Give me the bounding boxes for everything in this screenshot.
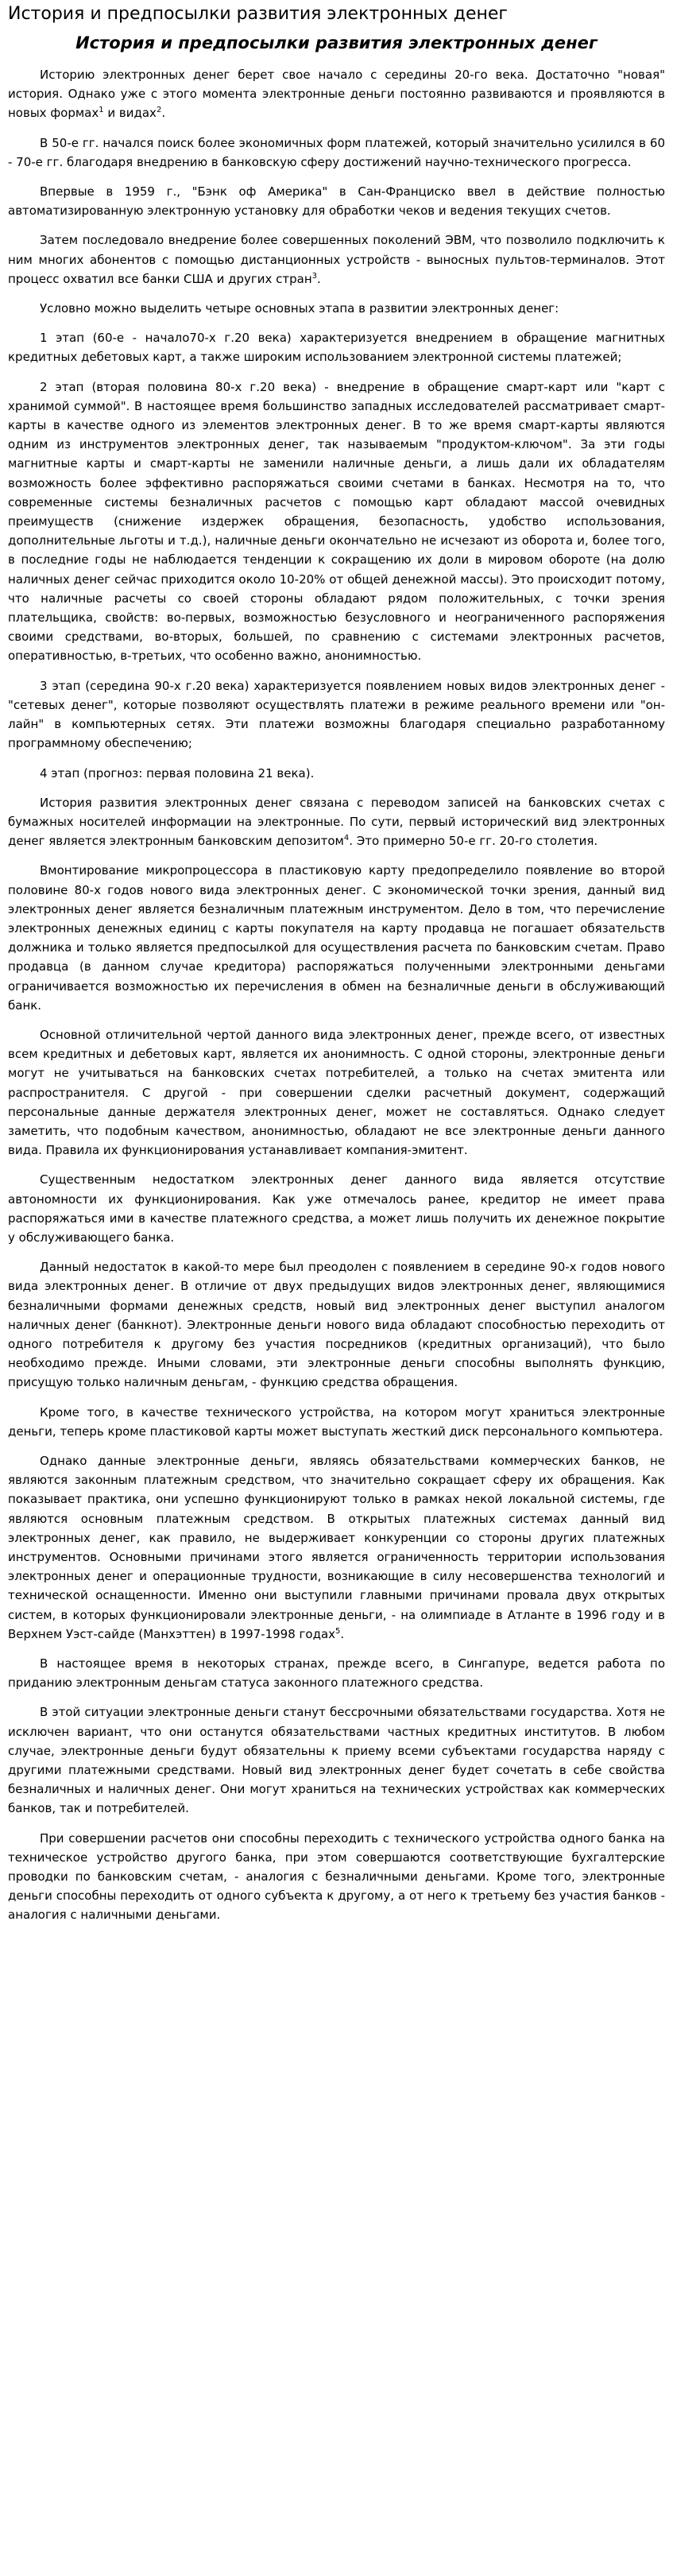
paragraph-text: 1 этап (60-е - начало70-х г.20 века) характеризуется внедрением в обращение магнитных кредитных дебетовых карт, а также широким использованием электронной системы платежей; xyxy=(8,331,665,365)
paragraph-text: В этой ситуации электронные деньги станут бессрочными обязательствами государства. Хотя не исключен вариант, что они останутся обязательствами частных кредитных институтов. В любом случае, электронные деньги будут обязательны к приему всеми субъектами государства наряду с другими платежными средствами. Новый вид электронных денег будет сочетать в себе свойства безналичных и наличных денег. Они могут храниться на технических устройствах как коммерческих банков, так и потребителей. xyxy=(8,1705,665,1816)
article-body xyxy=(8,65,665,1925)
paragraph xyxy=(8,230,665,289)
paragraph-text: Условно можно выделить четыре основных этапа в развитии электронных денег: xyxy=(40,301,559,316)
paragraph-text: Однако данные электронные деньги, являясь обязательствами коммерческих банков, не являются законным платежным средством, что значительно сокращает сферу их обращения. Как показывает практика, они успешно функционируют только в рамках некой локальной системы, где являются основным платежным средством. В открытых платежных системах данный вид электронных денег, как правило, не выдерживает конкуренции со стороны других платежных инструментов. Основными причинами этого является ограниченность территории использования электронных денег и операционные трудности, возникающие в силу несовершенства технологий и технической оснащенности. Именно они выступили главными причинами провала двух открытых систем, в которых функционировали электронные деньги, - на олимпиаде в Атланте в 1996 году и в Верхнем Уэст-сайде (Манхэттен) в 1997-1998 годах xyxy=(8,1454,665,1641)
paragraph xyxy=(8,1702,665,1818)
paragraph xyxy=(8,676,665,753)
paragraph xyxy=(8,134,665,172)
paragraph xyxy=(8,1451,665,1644)
paragraph-text: Кроме того, в качестве технического устройства, на котором могут храниться электронные деньги, теперь кроме пластиковой карты может выступать жесткий диск персонального компьютера. xyxy=(8,1404,665,1439)
paragraph xyxy=(8,861,665,1015)
paragraph-text: Затем последовало внедрение более совершенных поколений ЭВМ, что позволило подключить к ним многих абонентов с помощью дистанционных устройств - выносных пультов-терминалов. Этот процесс охватил все банки США и других стран xyxy=(8,233,665,286)
footnote-ref[interactable]: 5 xyxy=(335,1626,341,1636)
paragraph xyxy=(8,1257,665,1392)
paragraph xyxy=(8,1829,665,1925)
paragraph xyxy=(8,793,665,851)
paragraph-text: История развития электронных денег связана с переводом записей на банковских счетах с бумажных носителей информации на электронные. По сути, первый исторический вид электронных денег является электронным банковским депозитом xyxy=(8,795,665,849)
paragraph-text-tail: . xyxy=(340,1626,345,1641)
paragraph xyxy=(8,299,665,318)
paragraph xyxy=(8,328,665,366)
footnote-ref[interactable]: 1 xyxy=(99,106,104,115)
paragraph xyxy=(8,182,665,220)
paragraph-text-tail: . xyxy=(317,271,321,286)
paragraph-text: В настоящее время в некоторых странах, прежде всего, в Сингапуре, ведется работа по приданию электронным деньгам статуса законного платежного средства. xyxy=(8,1656,665,1691)
paragraph-text-tail: . xyxy=(161,106,166,121)
paragraph xyxy=(8,1403,665,1441)
paragraph-text-tail: . Это примерно 50-е гг. 20-го столетия. xyxy=(349,834,598,849)
paragraph xyxy=(8,764,665,783)
paragraph-text: 4 этап (прогноз: первая половина 21 века). xyxy=(40,765,315,781)
paragraph xyxy=(8,1170,665,1247)
paragraph xyxy=(8,1025,665,1160)
paragraph xyxy=(8,1654,665,1692)
paragraph-text: Основной отличительной чертой данного вида электронных денег, прежде всего, от известных всем кредитных и дебетовых карт, является их анонимность. С одной стороны, электронные деньги могут не учитываться на банковских счетах потребителей, а только на счетах эмитента или распространителя. С другой - при совершении сделки расчетный документ, содержащий персональные данные держателя электронных денег, может не составляться. Однако следует заметить, что подобным качеством, анонимностью, обладают не все электронные деньги данного вида. Правила их функционирования устанавливает компания-эмитент. xyxy=(8,1027,665,1158)
document-title: История и предпосылки развития электронных денег xyxy=(75,33,598,52)
footnote-ref[interactable]: 2 xyxy=(156,106,162,115)
paragraph-text-tail: и видах xyxy=(103,106,157,121)
paragraph xyxy=(8,378,665,666)
paragraph-text: 2 этап (вторая половина 80-х г.20 века) - внедрение в обращение смарт-карт или "карт с хранимой суммой". В настоящее время большинство западных исследователей рассматривает смарт-карты в качестве одного из элементов электронных денег. В то же время смарт-карты являются одним из инструментов электронных денег, так называемым "продуктом-ключом". За эти годы магнитные карты и смарт-карты не заменили наличные деньги, а лишь дали их обладателям возможность более эффективно распоряжаться своими счетами в банках. Несмотря на то, что современные системы безналичных расчетов с помощью карт обладают массой очевидных преимуществ (снижение издержек обращения, безопасность, удобство использования, дополнительные льготы и т.д.), наличные деньги окончательно не исчезают из оборота и, более того, в последние годы не наблюдается тенденции к сокращению их доли в мировом обороте (на долю наличных денег сейчас приходится около 10-20% от общей денежной массы). Это происходит потому, что наличные расчеты со своей стороны обладают рядом положительных, с точки зрения плательщика, свойств: во-первых, возможностью безусловного и неограниченного распоряжения своими средствами, во-вторых, большей, по сравнению с системами электронных расчетов, оперативностью, в-третьих, что особенно важно, анонимностью. xyxy=(8,379,665,664)
site-title: История и предпосылки развития электронных денег xyxy=(8,4,508,24)
paragraph xyxy=(8,65,665,123)
paragraph-text: Существенным недостатком электронных денег данного вида является отсутствие автономности их функционирования. Как уже отмечалось ранее, кредитор не имеет права распоряжаться ими в качестве платежного средства, а может лишь получить их денежное покрытие у обслуживающего банка. xyxy=(8,1172,665,1245)
paragraph-text: Историю электронных денег берет свое начало с середины 20-го века. Достаточно "новая" история. Однако уже с этого момента электронные деньги постоянно развиваются и проявляются в новых формах xyxy=(8,68,665,121)
paragraph-text: Вмонтирование микропроцессора в пластиковую карту предопределило появление во второй половине 80-х годов нового вида электронных денег. С экономической точки зрения, данный вид электронных денег является безналичным платежным инструментом. Дело в том, что перечисление электронных денежных единиц с карты покупателя на карту продавца не погашает обязательств должника и только является предпосылкой для осуществления расчета по банковским счетам. Право продавца (в данном случае кредитора) распоряжаться полученными электронными деньгами ограничивается возможностью их перечисления в обмен на безналичные деньги в обслуживающий банк. xyxy=(8,863,665,1013)
paragraph-text: При совершении расчетов они способны переходить с технического устройства одного банка на техническое устройство другого банка, при этом совершаются соответствующие бухгалтерские проводки по банковским счетам, - аналогия с безналичными деньгами. Кроме того, электронные деньги способны переходить от одного субъекта к другому, а от него к третьему без участия банков - аналогия с наличными деньгами. xyxy=(8,1830,665,1923)
paragraph-text: Данный недостаток в какой-то мере был преодолен с появлением в середине 90-х годов нового вида электронных денег. В отличие от двух предыдущих видов электронных денег, являющимися безналичными формами денежных средств, новый вид электронных денег выступил аналогом наличных денег (банкнот). Электронные деньги нового вида обладают способностью переходить от одного потребителя к другому без участия посредников (кредитных организаций), что было необходимо прежде. Иными словами, эти электронные деньги способны выполнять функцию, присущую только наличным деньгам, - функцию средства обращения. xyxy=(8,1260,665,1390)
paragraph-text: В 50-е гг. начался поиск более экономичных форм платежей, который значительно усилился в 60 - 70-е гг. благодаря внедрению в банковскую сферу достижений научно-технического прогресса. xyxy=(8,135,665,169)
footnote-ref[interactable]: 4 xyxy=(343,834,350,843)
paragraph-text: Впервые в 1959 г., "Бэнк оф Америка" в Сан-Франциско ввел в действие полностью автоматизированную электронную установку для обработки чеков и ведения текущих счетов. xyxy=(8,184,665,219)
paragraph-text: 3 этап (середина 90-х г.20 века) характеризуется появлением новых видов электронных денег - "сетевых денег", которые позволяют осуществлять платежи в режиме реального времени или "он-лайн" в компьютерных сетях. Эти платежи возможны благодаря специально разработанному программному обеспечению; xyxy=(8,678,665,751)
footnote-ref[interactable]: 3 xyxy=(311,271,318,281)
